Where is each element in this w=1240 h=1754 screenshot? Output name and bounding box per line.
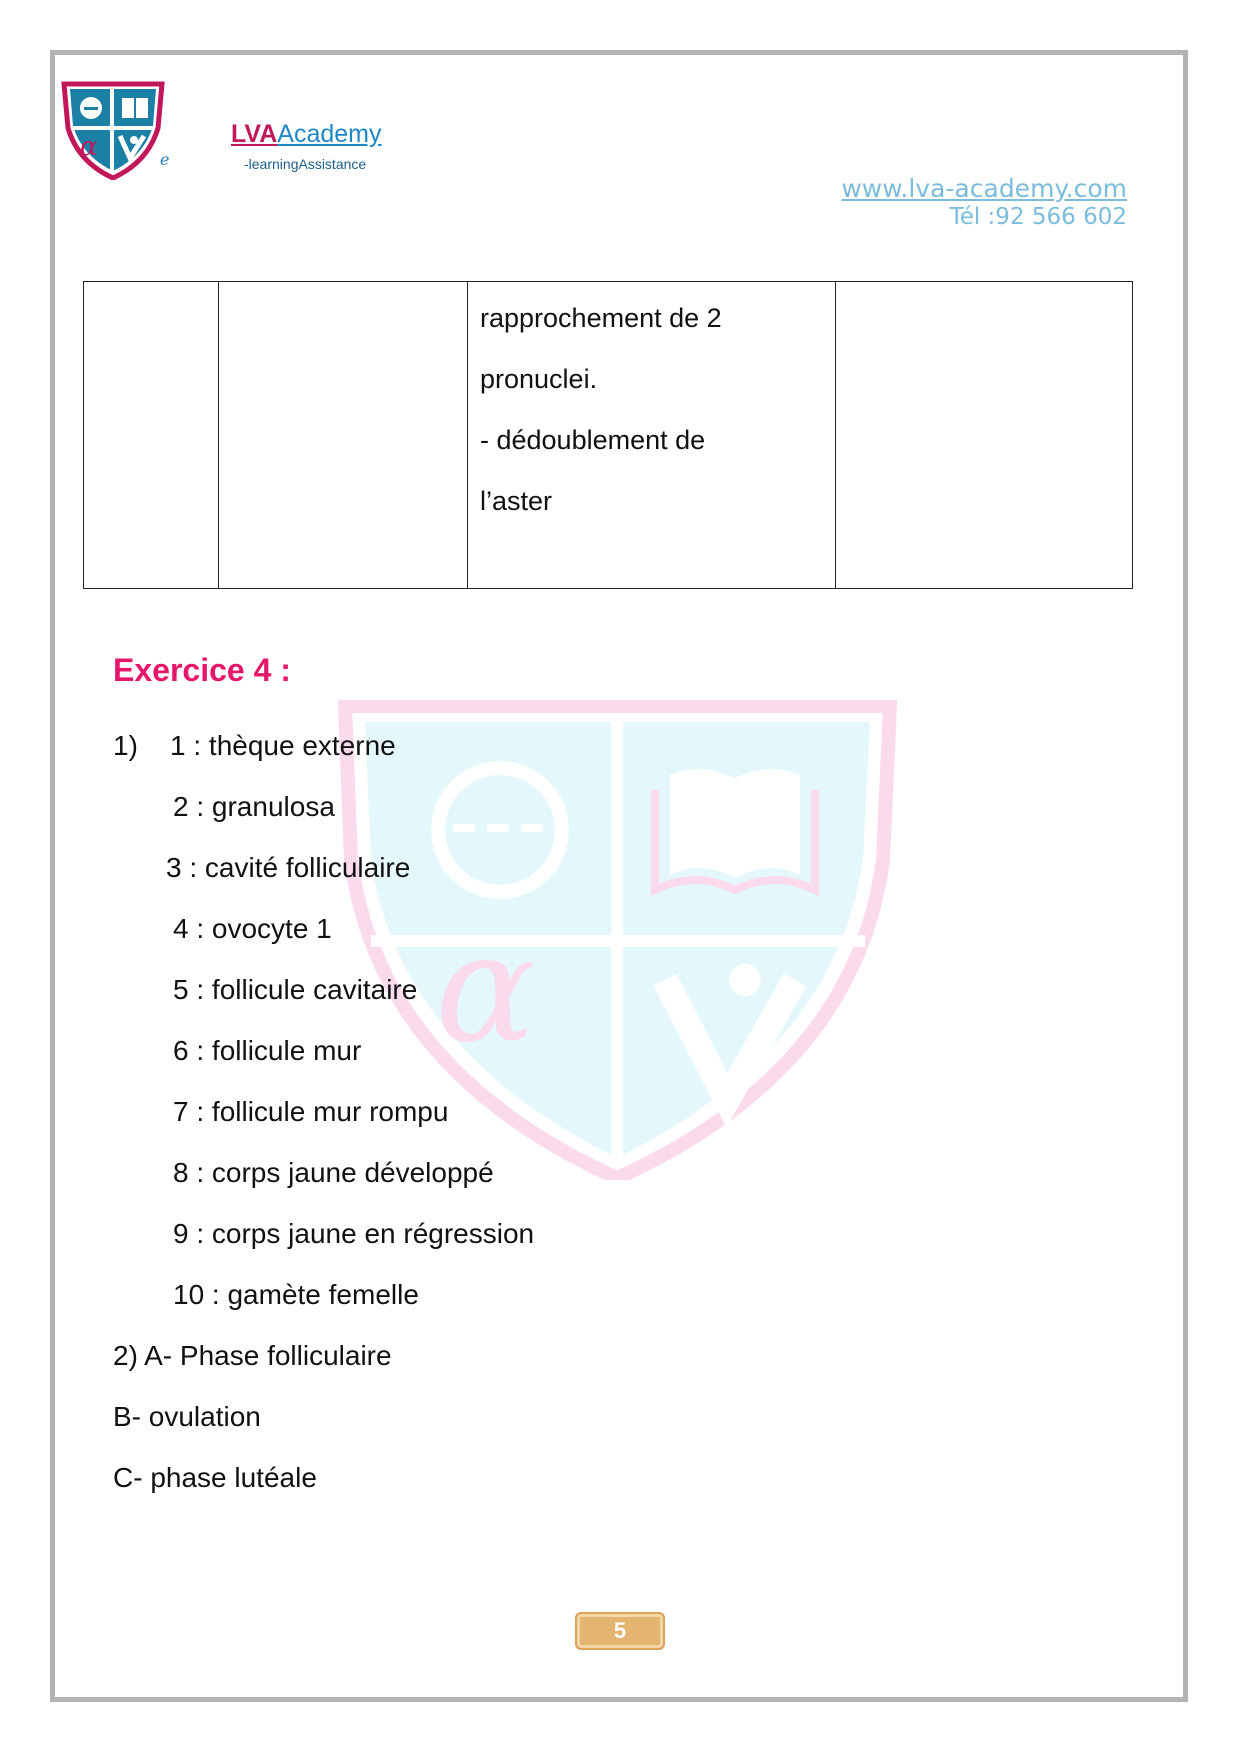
table-cell-2 bbox=[219, 282, 468, 589]
svg-text:α: α bbox=[80, 132, 98, 162]
list-item: 7 : follicule mur rompu bbox=[173, 1096, 449, 1127]
page-number: 5 bbox=[613, 1618, 627, 1643]
cell-line: l’aster bbox=[480, 486, 553, 516]
brand-tagline: -learningAssistance bbox=[244, 156, 367, 172]
answer-line: 2) A- Phase folliculaire bbox=[113, 1340, 392, 1371]
exercise-title: Exercice 4 : bbox=[113, 652, 291, 688]
answers-table bbox=[83, 281, 1133, 589]
table-cell-4 bbox=[836, 282, 1133, 589]
list-item: 4 : ovocyte 1 bbox=[173, 913, 332, 944]
table-cell-1 bbox=[84, 282, 219, 589]
list-item: 5 : follicule cavitaire bbox=[173, 974, 418, 1005]
brand-academy: Academy bbox=[277, 120, 382, 148]
cell-line: pronuclei. bbox=[480, 364, 598, 394]
brand-lv: LVA bbox=[231, 120, 278, 148]
phone-number: Tél :92 566 602 bbox=[949, 204, 1127, 230]
list-item: 9 : corps jaune en régression bbox=[173, 1218, 535, 1249]
answer-line: C- phase lutéale bbox=[113, 1462, 317, 1493]
answer-line: B- ovulation bbox=[113, 1401, 261, 1432]
page-number-badge bbox=[575, 1612, 665, 1650]
list-item: 2 : granulosa bbox=[173, 791, 335, 822]
website-link[interactable]: www.lva-academy.com bbox=[841, 174, 1127, 203]
cell-line: - dédoublement de bbox=[480, 425, 706, 455]
brand-name bbox=[231, 120, 382, 149]
list-item: 3 : cavité folliculaire bbox=[166, 852, 411, 883]
lva-logo-icon bbox=[58, 80, 168, 180]
list-item: 6 : follicule mur bbox=[173, 1035, 362, 1066]
list-item: 10 : gamète femelle bbox=[173, 1279, 419, 1310]
question-number: 1) bbox=[113, 730, 138, 761]
svg-text:α: α bbox=[435, 902, 537, 1076]
table-cell-3 bbox=[468, 282, 836, 589]
cell-line: rapprochement de 2 bbox=[480, 303, 722, 333]
list-item: 8 : corps jaune développé bbox=[173, 1157, 494, 1188]
list-item: 1 : thèque externe bbox=[170, 730, 396, 761]
logo-letter: e bbox=[160, 150, 170, 169]
table-row bbox=[84, 282, 1133, 589]
